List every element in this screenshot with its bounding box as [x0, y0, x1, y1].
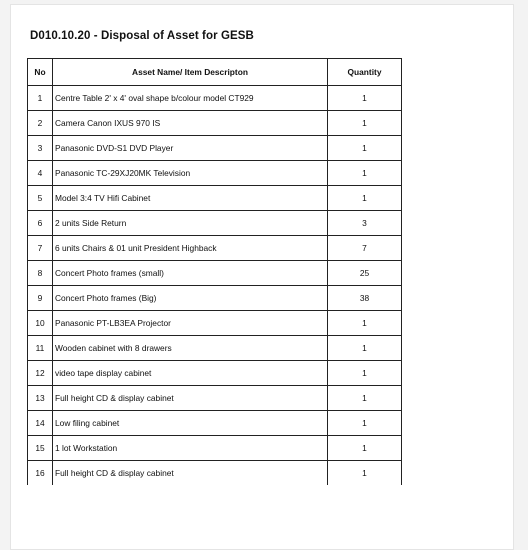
cell-asset-name: Wooden cabinet with 8 drawers [53, 336, 328, 361]
column-header-quantity: Quantity [328, 59, 402, 86]
cell-asset-name: Concert Photo frames (Big) [53, 286, 328, 311]
table-row [28, 386, 402, 411]
cell-no: 1 [28, 86, 53, 111]
cell-asset-name: 1 lot Workstation [53, 436, 328, 461]
cell-no: 7 [28, 236, 53, 261]
cell-quantity: 7 [328, 236, 402, 261]
cell-quantity: 1 [328, 136, 402, 161]
cell-asset-name: Model 3:4 TV Hifi Cabinet [53, 186, 328, 211]
cell-quantity: 1 [328, 386, 402, 411]
cell-no: 11 [28, 336, 53, 361]
table-row [28, 161, 402, 186]
cell-asset-name: Centre Table 2' x 4' oval shape b/colour model CT929 [53, 86, 328, 111]
cell-quantity: 1 [328, 336, 402, 361]
cell-quantity: 1 [328, 86, 402, 111]
cell-quantity: 3 [328, 211, 402, 236]
cell-no: 8 [28, 261, 53, 286]
cell-no: 6 [28, 211, 53, 236]
cell-no: 13 [28, 386, 53, 411]
asset-table [27, 58, 402, 485]
table-row [28, 111, 402, 136]
table-row [28, 186, 402, 211]
table-row [28, 211, 402, 236]
cell-asset-name: Full height CD & display cabinet [53, 461, 328, 486]
column-header-no: No [28, 59, 53, 86]
table-row [28, 136, 402, 161]
cell-asset-name: Low filing cabinet [53, 411, 328, 436]
cell-quantity: 1 [328, 186, 402, 211]
table-row [28, 461, 402, 486]
table-row [28, 436, 402, 461]
table-row [28, 236, 402, 261]
table-row [28, 86, 402, 111]
asset-table-body [28, 86, 402, 486]
cell-no: 15 [28, 436, 53, 461]
cell-asset-name: 2 units Side Return [53, 211, 328, 236]
cell-no: 10 [28, 311, 53, 336]
document-page [10, 4, 514, 550]
cell-quantity: 1 [328, 461, 402, 486]
cell-quantity: 25 [328, 261, 402, 286]
cell-quantity: 38 [328, 286, 402, 311]
cell-asset-name: Full height CD & display cabinet [53, 386, 328, 411]
cell-no: 9 [28, 286, 53, 311]
cell-quantity: 1 [328, 311, 402, 336]
table-header-row [28, 59, 402, 86]
cell-quantity: 1 [328, 411, 402, 436]
table-row [28, 361, 402, 386]
table-row [28, 286, 402, 311]
column-header-name: Asset Name/ Item Descripton [53, 59, 328, 86]
table-row [28, 336, 402, 361]
cell-no: 3 [28, 136, 53, 161]
cell-no: 4 [28, 161, 53, 186]
table-row [28, 411, 402, 436]
page-title: D010.10.20 - Disposal of Asset for GESB [30, 30, 254, 42]
cell-quantity: 1 [328, 436, 402, 461]
cell-no: 14 [28, 411, 53, 436]
cell-asset-name: Panasonic TC-29XJ20MK Television [53, 161, 328, 186]
table-row [28, 311, 402, 336]
cell-no: 5 [28, 186, 53, 211]
cell-asset-name: Camera Canon IXUS 970 IS [53, 111, 328, 136]
cell-quantity: 1 [328, 111, 402, 136]
cell-asset-name: video tape display cabinet [53, 361, 328, 386]
cell-asset-name: Concert Photo frames (small) [53, 261, 328, 286]
cell-no: 16 [28, 461, 53, 486]
cell-quantity: 1 [328, 161, 402, 186]
cell-quantity: 1 [328, 361, 402, 386]
table-row [28, 261, 402, 286]
cell-asset-name: 6 units Chairs & 01 unit President Highback [53, 236, 328, 261]
cell-asset-name: Panasonic DVD-S1 DVD Player [53, 136, 328, 161]
cell-no: 12 [28, 361, 53, 386]
cell-asset-name: Panasonic PT-LB3EA Projector [53, 311, 328, 336]
cell-no: 2 [28, 111, 53, 136]
